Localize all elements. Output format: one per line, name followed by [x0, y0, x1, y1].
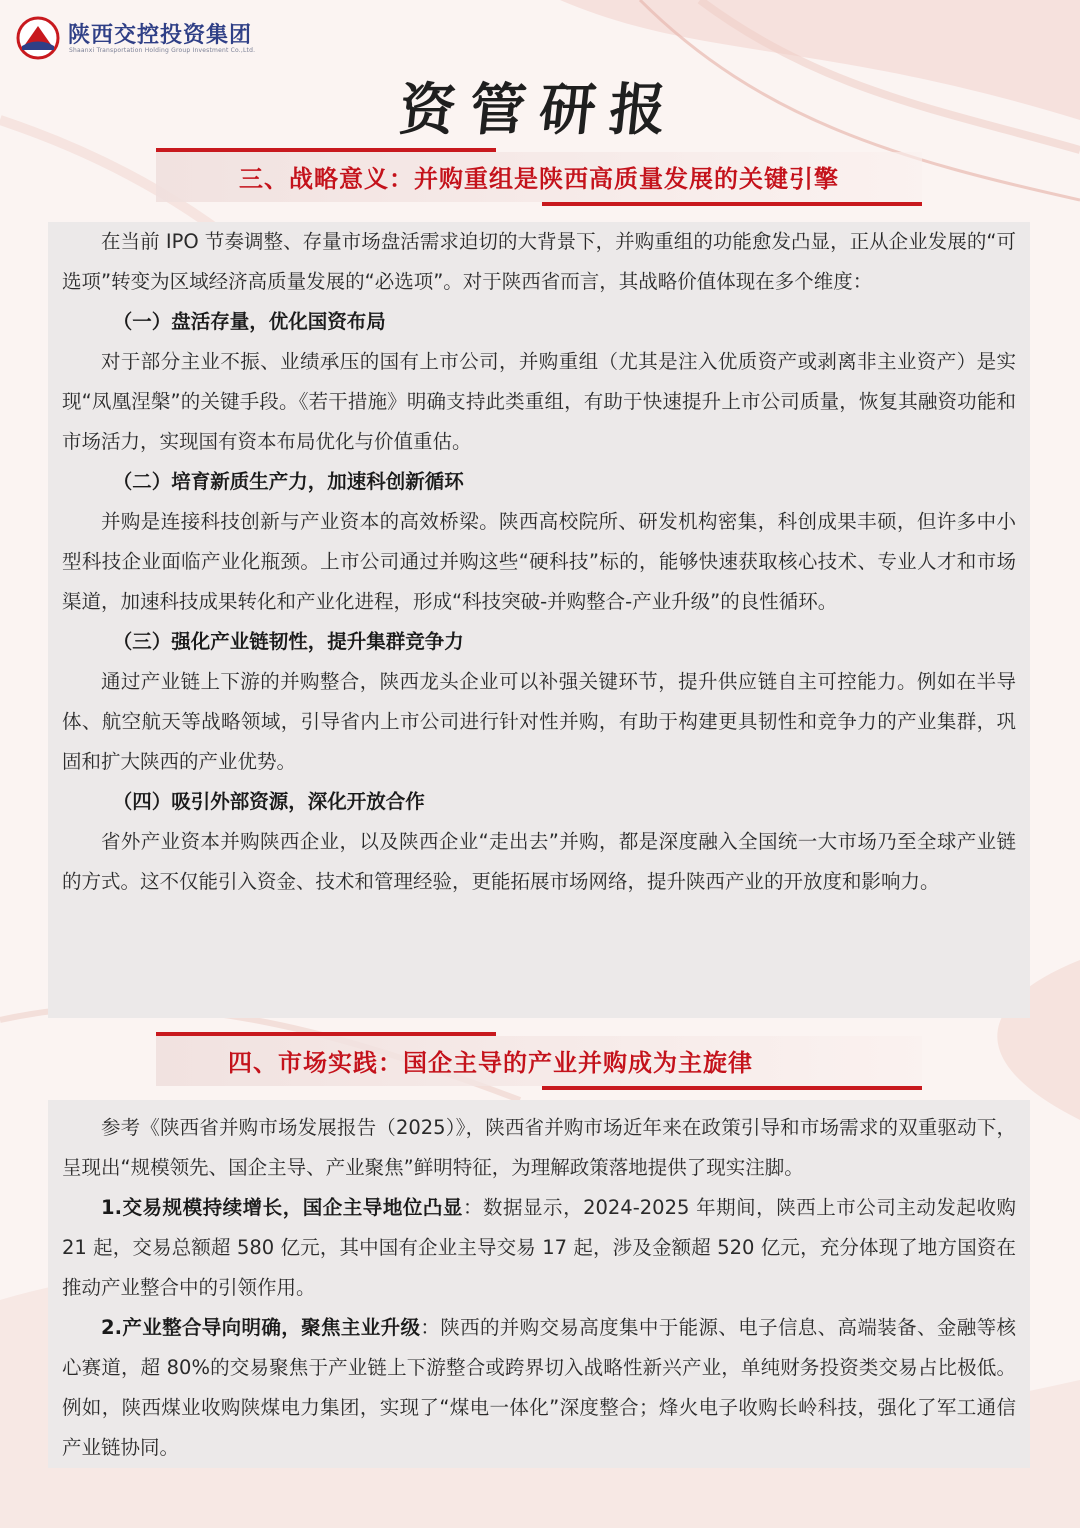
company-name: 陕西交控投资集团 — [68, 23, 253, 48]
point-2-lead: 2.产业整合导向明确，聚焦主业升级 — [101, 1316, 421, 1339]
company-logo-mark-icon — [16, 16, 60, 60]
heading-accent-bar-bottom — [542, 1086, 922, 1090]
company-name-english: Shaanxi Transportation Holding Group Investment Co.,Ltd. — [69, 47, 256, 54]
item-2-body: 并购是连接科技创新与产业资本的高效桥梁。陕西高校院所、研发机构密集，科创成果丰硕，但许多中小型科技企业面临产业化瓶颈。上市公司通过并购这些“硬科技”标的，能够快速获取核心技术、专业人才和市场渠道，加速科技成果转化和产业化进程，形成“科技突破-并购整合-产业升级”的良性循环。 — [62, 510, 1016, 613]
item-1-title: （一）盘活存量，优化国资布局 — [112, 310, 386, 333]
point-1 — [62, 1188, 1016, 1308]
section-4-heading: 四、市场实践：国企主导的产业并购成为主旋律 — [228, 1049, 753, 1077]
section-4-heading-banner — [156, 1032, 922, 1090]
item-4-title: （四）吸引外部资源，深化开放合作 — [112, 790, 425, 813]
section-4-intro: 参考《陕西省并购市场发展报告（2025）》，陕西省并购市场近年来在政策引导和市场需求的双重驱动下，呈现出“规模领先、国企主导、产业聚焦”鲜明特征，为理解政策落地提供了现实注脚。 — [62, 1116, 1016, 1179]
page-title: 资管研报 — [396, 77, 684, 143]
section-3-heading-banner — [156, 148, 922, 206]
point-1-text: ：数据显示，2024-2025 年期间，陕西上市公司主动发起收购 21 起，交易总额超 580 亿元，其中国有企业主导交易 17 起，涉及金额超 520 亿元，充分体现了地方国资在推动产业整合中的引领作用。 — [62, 1196, 1016, 1299]
company-logo — [14, 14, 274, 62]
section-3-panel — [48, 222, 1030, 1018]
point-2-text: ：陕西的并购交易高度集中于能源、电子信息、高端装备、金融等核心赛道，超 80%的交易聚焦于产业链上下游整合或跨界切入战略性新兴产业，单纯财务投资类交易占比极低。例如，陕西煤业收购陕煤电力集团，实现了“煤电一体化”深度整合；烽火电子收购长岭科技，强化了军工通信产业链协同。 — [62, 1316, 1016, 1459]
point-1-lead: 1.交易规模持续增长，国企主导地位凸显 — [101, 1196, 463, 1219]
item-3-title: （三）强化产业链韧性，提升集群竞争力 — [112, 630, 464, 653]
section-4-panel — [48, 1100, 1030, 1468]
item-1-body: 对于部分主业不振、业绩承压的国有上市公司，并购重组（尤其是注入优质资产或剥离非主业资产）是实现“凤凰涅槃”的关键手段。《若干措施》明确支持此类重组，有助于快速提升上市公司质量，恢复其融资功能和市场活力，实现国有资本布局优化与价值重估。 — [62, 350, 1016, 453]
item-2-title: （二）培育新质生产力，加速科创新循环 — [112, 470, 464, 493]
item-3-body: 通过产业链上下游的并购整合，陕西龙头企业可以补强关键环节，提升供应链自主可控能力。例如在半导体、航空航天等战略领域，引导省内上市公司进行针对性并购，有助于构建更具韧性和竞争力的产业集群，巩固和扩大陕西的产业优势。 — [62, 670, 1016, 773]
heading-accent-bar-bottom — [542, 202, 922, 206]
section-3-intro: 在当前 IPO 节奏调整、存量市场盘活需求迫切的大背景下，并购重组的功能愈发凸显，正从企业发展的“可选项”转变为区域经济高质量发展的“必选项”。对于陕西省而言，其战略价值体现在多个维度： — [62, 230, 1016, 293]
item-4-body: 省外产业资本并购陕西企业，以及陕西企业“走出去”并购，都是深度融入全国统一大市场乃至全球产业链的方式。这不仅能引入资金、技术和管理经验，更能拓展市场网络，提升陕西产业的开放度和影响力。 — [62, 830, 1016, 893]
point-2 — [62, 1308, 1016, 1468]
section-3-heading: 三、战略意义：并购重组是陕西高质量发展的关键引擎 — [239, 165, 839, 193]
